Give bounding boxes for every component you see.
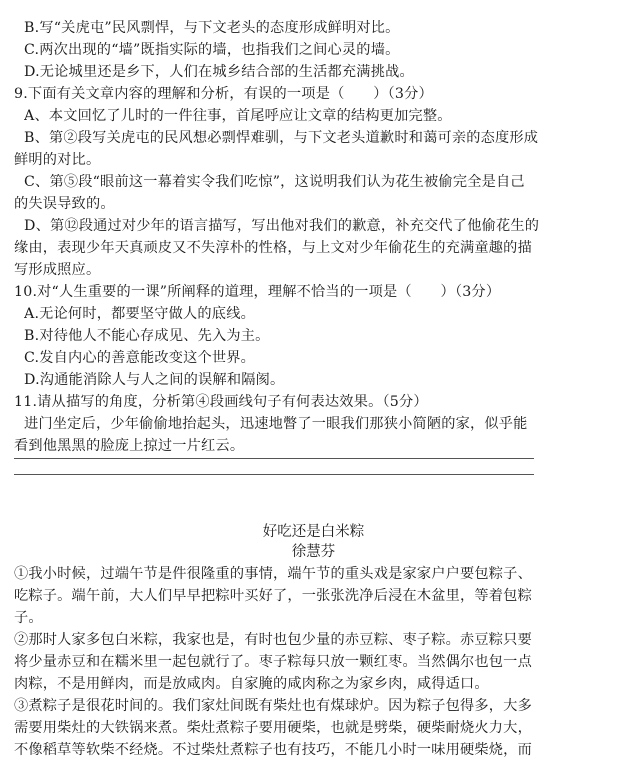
q9-option-b-cont: 鲜明的对比。 xyxy=(14,152,101,168)
answer-line-1 xyxy=(14,458,534,459)
q8-option-c: C.两次出现的“墙”既指实际的墙，也指我们之间心灵的墙。 xyxy=(24,42,400,58)
q10-option-b: B.对待他人不能心存成见、先入为主。 xyxy=(24,328,270,344)
q9-option-c: C、第⑤段“眼前这一幕着实令我们吃惊”，这说明我们认为花生被偷完全是自己 xyxy=(24,174,525,190)
q11-stem: 11.请从描写的角度，分析第④段画线句子有何表达效果。（5分） xyxy=(14,394,428,410)
article-para-3-line-3: 不像稻草等软柴不经烧。不过柴灶煮粽子也有技巧，不能几小时一味用硬柴烧，而 xyxy=(14,742,532,758)
article-para-2-line-1: ②那时人家多包白米粽，我家也是，有时也包少量的赤豆粽、枣子粽。赤豆粽只要 xyxy=(14,632,532,648)
article-title: 好吃还是白米粽 xyxy=(262,524,365,540)
article-para-1-line-1: ①我小时候，过端午节是件很隆重的事情，端午节的重头戏是家家户户要包粽子、 xyxy=(14,566,532,582)
article-para-1-line-2: 吃粽子。端午前，大人们早早把粽叶买好了，一张张洗净后浸在木盆里，等着包粽 xyxy=(14,588,532,604)
q10-option-a: A.无论何时，都要坚守做人的底线。 xyxy=(24,306,255,322)
q11-quote-line-2: 看到他黑黑的脸庞上掠过一片红云。 xyxy=(14,438,245,454)
q11-quote-line-1: 进门坐定后，少年偷偷地抬起头，迅速地瞥了一眼我们那狭小简陋的家，似乎能 xyxy=(24,416,528,432)
q9-option-d-cont-1: 缘由，表现少年天真顽皮又不失淳朴的性格，与上文对少年偷花生的充满童趣的描 xyxy=(14,240,532,256)
q9-option-a: A、本文回忆了儿时的一件往事，首尾呼应让文章的结构更加完整。 xyxy=(24,108,452,124)
article-author: 徐慧芬 xyxy=(291,544,336,560)
article-para-3-line-1: ③煮粽子是很花时间的。我们家灶间既有柴灶也有煤球炉。因为粽子包得多，大多 xyxy=(14,698,532,714)
article-para-2-line-3: 肉粽，不是用鲜肉，而是放咸肉。自家腌的咸肉称之为家乡肉，咸得适口。 xyxy=(14,676,489,692)
q10-option-c: C.发自内心的善意能改变这个世界。 xyxy=(24,350,256,366)
q9-option-d-cont-2: 写形成照应。 xyxy=(14,262,101,278)
q10-option-d: D.沟通能消除人与人之间的误解和隔阂。 xyxy=(24,372,285,388)
q9-option-d: D、第⑫段通过对少年的语言描写，写出他对我们的歉意，补充交代了他偷花生的 xyxy=(24,218,540,234)
q9-stem: 9.下面有关文章内容的理解和分析，有误的一项是（ ）（3分） xyxy=(14,86,433,102)
answer-line-2 xyxy=(14,474,534,475)
q8-option-b: B.写“关虎屯”民风剽悍，与下文老头的态度形成鲜明对比。 xyxy=(24,20,400,36)
q9-option-b: B、第②段写关虎屯的民风想必剽悍难驯，与下文老头道歉时和蔼可亲的态度形成 xyxy=(24,130,539,146)
q10-stem: 10.对“人生重要的一课”所阐释的道理，理解不恰当的一项是（ ）（3分） xyxy=(14,284,501,300)
q8-option-d: D.无论城里还是乡下，人们在城乡结合部的生活都充满挑战。 xyxy=(24,64,414,80)
article-para-2-line-2: 将少量赤豆和在糯米里一起包就行了。枣子粽每只放一颗红枣。当然偶尔也包一点 xyxy=(14,654,532,670)
article-para-3-line-2: 需要用柴灶的大铁锅来煮。柴灶煮粽子要用硬柴，也就是劈柴，硬柴耐烧火力大， xyxy=(14,720,532,736)
article-para-1-line-3: 子。 xyxy=(14,610,43,626)
q9-option-c-cont: 的失误导致的。 xyxy=(14,196,115,212)
